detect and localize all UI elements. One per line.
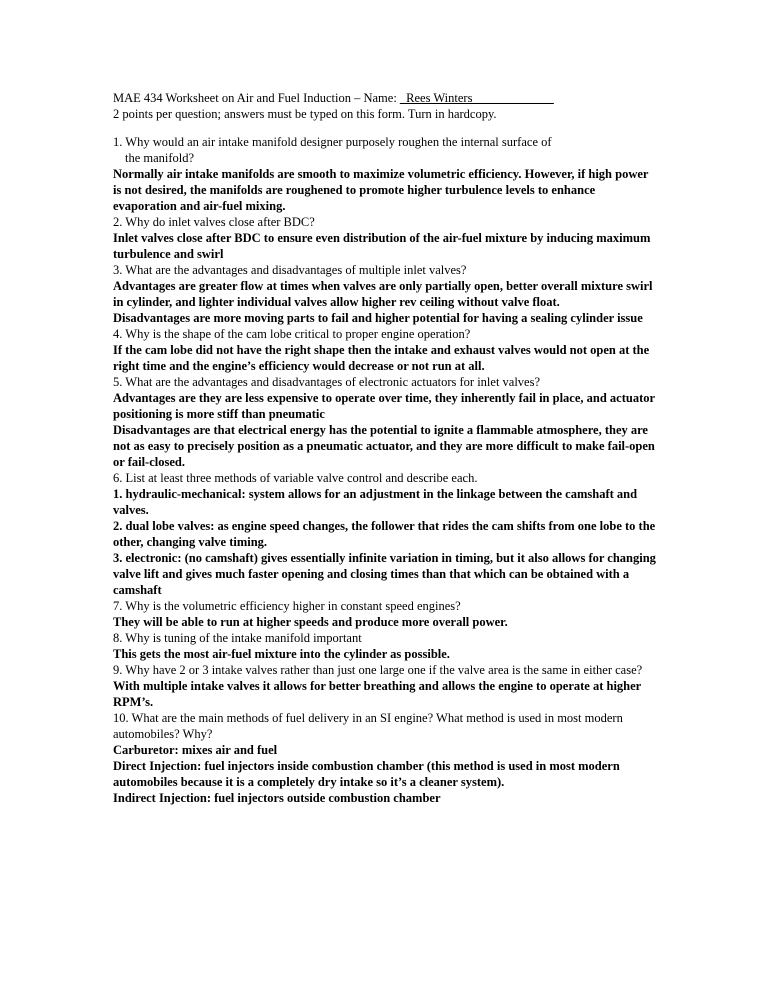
- answer-text: Advantages are they are less expensive to operate over time, they inherently fail in place, and actuator positioning is more stiff than pneumatic: [113, 391, 655, 421]
- student-name: _Rees Winters_____________: [399, 91, 554, 105]
- answer-text: Advantages are greater flow at times when valves are only partially open, better overall mixture swirl in cylinder, and lighter individual valves allow higher rev ceiling without valve float.: [113, 279, 653, 309]
- answer-text: 2. dual lobe valves: as engine speed changes, the follower that rides the cam shifts from one lobe to the other, changing valve timing.: [113, 519, 656, 549]
- question-text: 7. Why is the volumetric efficiency higher in constant speed engines?: [113, 599, 461, 613]
- answer-text: Disadvantages are that electrical energy has the potential to ignite a flammable atmosphere, they are not as easy to precisely position as a pneumatic actuator, and they are more difficult to make fail-open or fail-closed.: [113, 423, 655, 469]
- question-text: 3. What are the advantages and disadvantages of multiple inlet valves?: [113, 263, 467, 277]
- answer-text: This gets the most air-fuel mixture into the cylinder as possible.: [113, 647, 450, 661]
- spacer: [113, 122, 658, 134]
- question-text: 1. Why would an air intake manifold designer purposely roughen the internal surface of: [113, 135, 552, 149]
- answer-text: Normally air intake manifolds are smooth to maximize volumetric efficiency. However, if high power is not desired, the manifolds are roughened to promote higher turbulence levels to enhance evaporation and air-fuel mixing.: [113, 167, 649, 213]
- worksheet-title: MAE 434 Worksheet on Air and Fuel Induction – Name:: [113, 91, 400, 105]
- answer-text: Disadvantages are more moving parts to fail and higher potential for having a sealing cylinder issue: [113, 311, 643, 325]
- worksheet-title-line: [113, 90, 658, 106]
- answer-text: With multiple intake valves it allows for better breathing and allows the engine to operate at higher RPM’s.: [113, 679, 642, 709]
- answer-text: Indirect Injection: fuel injectors outside combustion chamber: [113, 791, 441, 805]
- worksheet-content: [113, 90, 658, 806]
- answer-text: Carburetor: mixes air and fuel: [113, 743, 278, 757]
- question-answer-list: [113, 134, 658, 806]
- question-text: the manifold?: [125, 151, 195, 165]
- answer-text: Inlet valves close after BDC to ensure even distribution of the air-fuel mixture by inducing maximum turbulence and swirl: [113, 231, 651, 261]
- question-text: 10. What are the main methods of fuel delivery in an SI engine? What method is used in most modern automobiles? Why?: [113, 711, 623, 741]
- answer-text: 3. electronic: (no camshaft) gives essentially infinite variation in timing, but it also allows for changing valve lift and gives much faster opening and closing times than that which can be obtained with a camshaft: [113, 551, 656, 597]
- question-text: 9. Why have 2 or 3 intake valves rather than just one large one if the valve area is the same in either case?: [113, 663, 643, 677]
- question-text: 5. What are the advantages and disadvantages of electronic actuators for inlet valves?: [113, 375, 541, 389]
- answer-text: 1. hydraulic-mechanical: system allows for an adjustment in the linkage between the camshaft and valves.: [113, 487, 638, 517]
- answer-text: If the cam lobe did not have the right shape then the intake and exhaust valves would not open at the right time and the engine’s efficiency would decrease or not run at all.: [113, 343, 650, 373]
- question-text: 4. Why is the shape of the cam lobe critical to proper engine operation?: [113, 327, 471, 341]
- question-text: 8. Why is tuning of the intake manifold important: [113, 631, 362, 645]
- worksheet-instructions: 2 points per question; answers must be typed on this form. Turn in hardcopy.: [113, 107, 497, 121]
- question-text: 2. Why do inlet valves close after BDC?: [113, 215, 315, 229]
- question-text: 6. List at least three methods of variable valve control and describe each.: [113, 471, 478, 485]
- answer-text: Direct Injection: fuel injectors inside combustion chamber (this method is used in most modern automobiles because it is a completely dry intake so it’s a cleaner system).: [113, 759, 620, 789]
- answer-text: They will be able to run at higher speeds and produce more overall power.: [113, 615, 508, 629]
